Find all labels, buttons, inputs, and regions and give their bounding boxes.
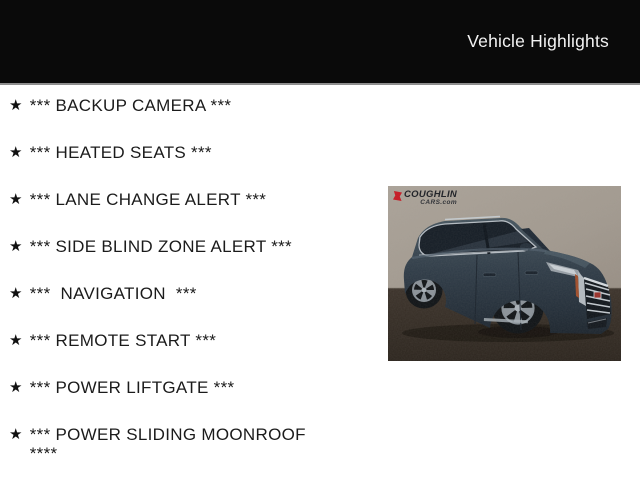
highlight-item xyxy=(9,190,335,209)
suv-illustration xyxy=(388,186,621,361)
header-bar xyxy=(0,0,640,85)
highlight-item xyxy=(9,378,335,397)
star-bullet-icon: ★ xyxy=(9,285,23,302)
highlight-item xyxy=(9,237,335,256)
star-bullet-icon: ★ xyxy=(9,426,23,443)
vehicle-photo xyxy=(388,186,621,361)
dealer-logo xyxy=(393,190,457,206)
star-bullet-icon: ★ xyxy=(9,144,23,161)
highlight-text: *** SIDE BLIND ZONE ALERT *** xyxy=(29,237,292,256)
highlight-item xyxy=(9,284,335,303)
highlight-text: *** POWER SLIDING MOONROOF **** xyxy=(29,425,311,463)
page-title: Vehicle Highlights xyxy=(467,31,609,51)
star-bullet-icon: ★ xyxy=(9,97,23,114)
star-bullet-icon: ★ xyxy=(9,191,23,208)
highlight-text: *** POWER LIFTGATE *** xyxy=(29,378,235,397)
dealer-logo-name: COUGHLIN xyxy=(404,189,458,200)
highlight-text: *** HEATED SEATS *** xyxy=(29,143,212,162)
star-bullet-icon: ★ xyxy=(9,238,23,255)
star-bullet-icon: ★ xyxy=(9,379,23,396)
highlight-item xyxy=(9,425,335,463)
star-bullet-icon: ★ xyxy=(9,332,23,349)
highlight-item xyxy=(9,143,335,162)
dealer-logo-subtext: CARS.com xyxy=(420,199,458,206)
highlight-item xyxy=(9,96,335,115)
highlight-text: *** LANE CHANGE ALERT *** xyxy=(29,190,267,209)
dealer-logo-mark-icon xyxy=(393,191,402,201)
highlights-list xyxy=(9,96,335,491)
highlight-text: *** BACKUP CAMERA *** xyxy=(29,96,232,115)
highlight-text: *** NAVIGATION *** xyxy=(29,284,197,303)
highlight-item xyxy=(9,331,335,350)
highlight-text: *** REMOTE START *** xyxy=(29,331,217,350)
